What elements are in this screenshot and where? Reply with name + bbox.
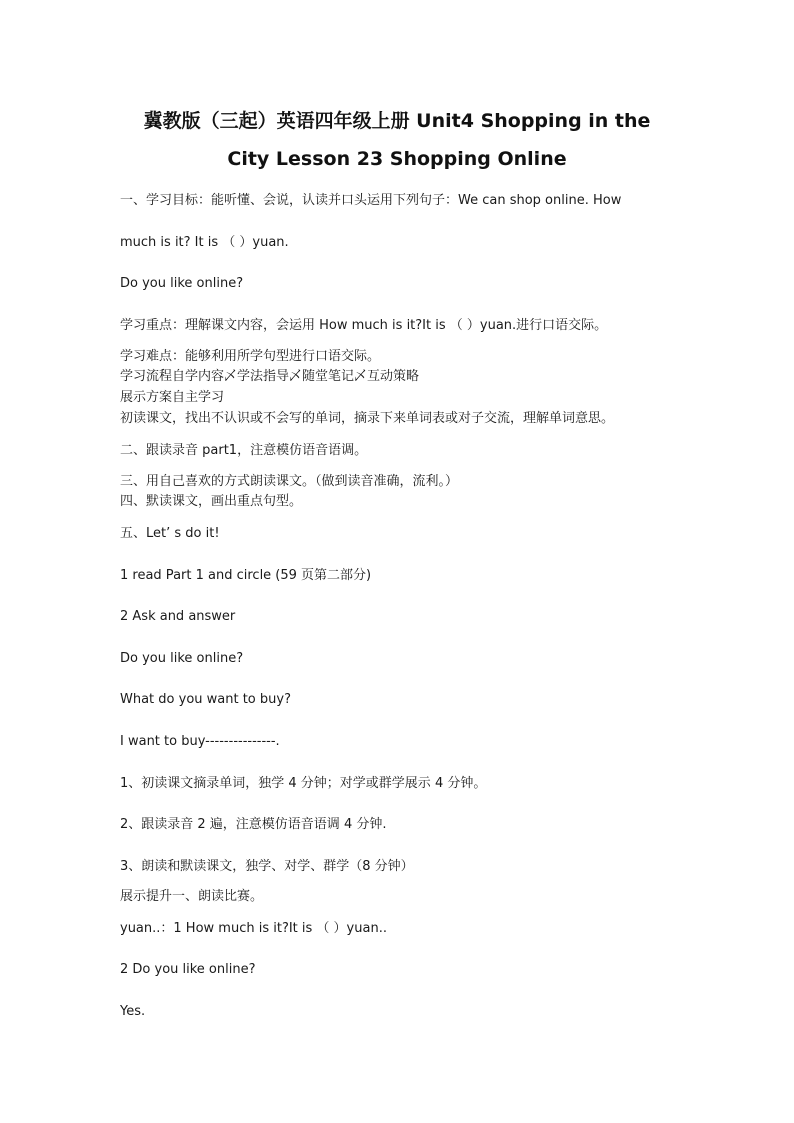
reading-contest-line: 展示提升一、朗读比赛。 [120,889,264,904]
practice-one-line: yuan..：1 How much is it?It is （ ）yuan.. [120,921,387,936]
section-two-line: 二、跟读录音 part1，注意模仿语音语调。 [120,443,368,458]
difficult-point-line: 学习难点：能够利用所学句型进行口语交际。 [120,349,381,364]
practice-two-line: 2 Do you like online? [120,962,256,977]
section-four-line: 四、默读课文，画出重点句型。 [120,494,303,509]
section-five-line: 五、Let’ s do it! [120,526,220,541]
key-point-line: 学习重点：理解课文内容，会运用 How much is it?It is （ ）yuan.进行口语交际。 [120,318,608,333]
question-want-to-buy-line: What do you want to buy? [120,692,291,707]
document-title-line-1: 冀教版（三起）英语四年级上册 Unit4 Shopping in the [143,110,651,132]
section-three-line: 三、用自己喜欢的方式朗读课文。（做到读音准确，流利。） [120,474,459,489]
step-three-line: 3、朗读和默读课文，独学、对学、群学（8 分钟） [120,859,414,874]
question-like-online-line: Do you like online? [120,651,244,666]
answer-want-to-buy-line: I want to buy---------------. [120,734,280,749]
learning-objective-line: 一、学习目标：能听懂、会说，认读并口头运用下列句子：We can shop online. How [120,193,622,208]
objective-sentence-line: much is it? It is （ ）yuan. [120,235,289,250]
first-reading-line: 初读课文，找出不认识或不会写的单词，摘录下来单词表或对子交流，理解单词意思。 [120,411,615,426]
self-study-plan-line: 展示方案自主学习 [120,390,225,405]
answer-yes-line: Yes. [120,1004,146,1019]
step-two-line: 2、跟读录音 2 遍，注意模仿语音语调 4 分钟. [120,817,387,832]
learning-process-line: 学习流程自学内容乄学法指导乄随堂笔记乄互动策略 [120,369,420,384]
step-one-line: 1、初读课文摘录单词，独学 4 分钟；对学或群学展示 4 分钟。 [120,776,487,791]
objective-question-line: Do you like online? [120,276,244,291]
read-and-circle-line: 1 read Part 1 and circle (59 页第二部分) [120,568,372,583]
ask-and-answer-line: 2 Ask and answer [120,609,236,624]
document-title-line-2: City Lesson 23 Shopping Online [227,148,567,170]
